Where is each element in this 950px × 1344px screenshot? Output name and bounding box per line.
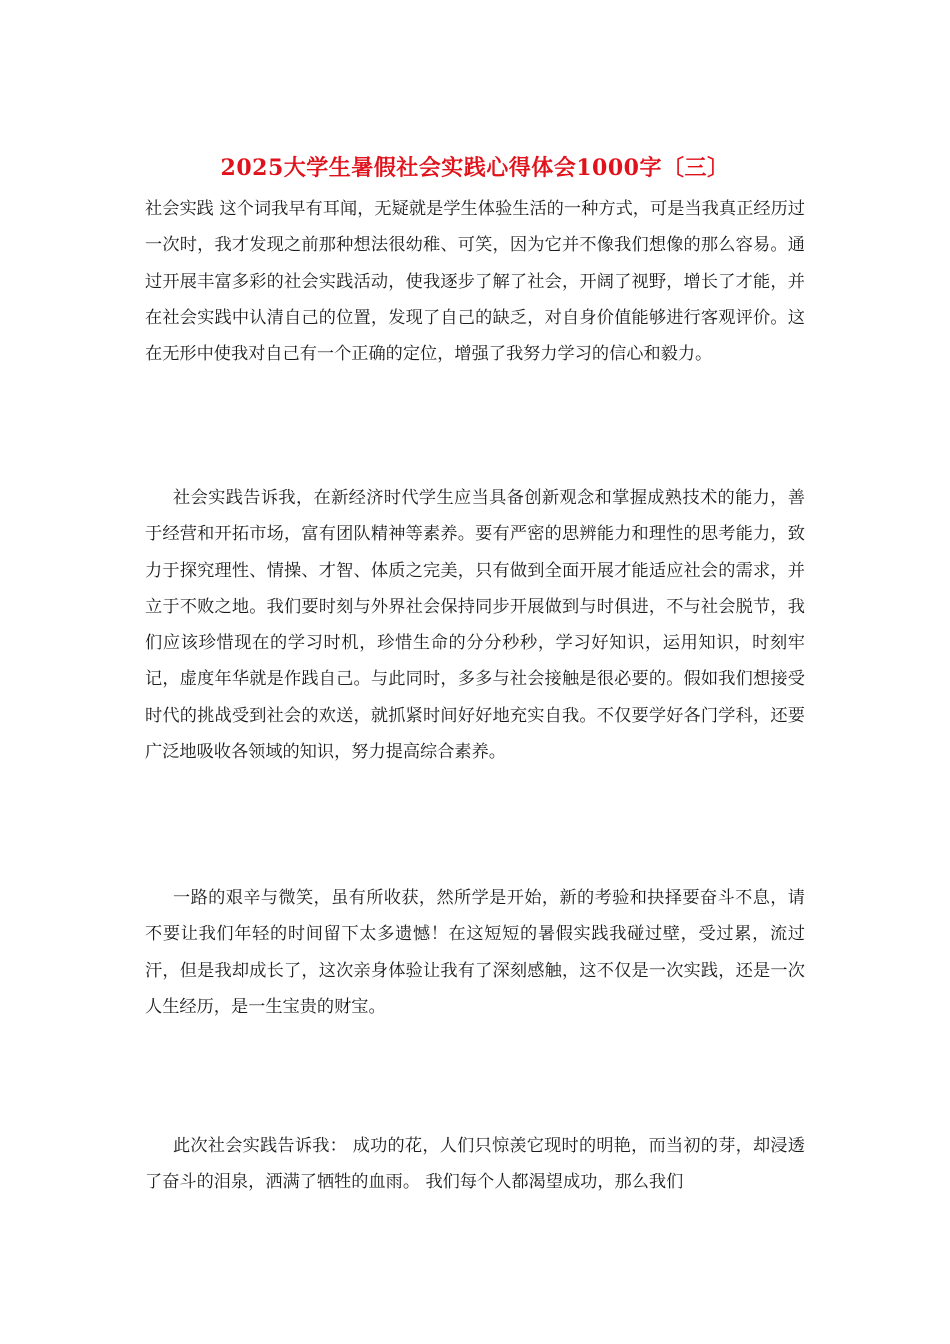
paragraph-2: 社会实践告诉我，在新经济时代学生应当具备创新观念和掌握成熟技术的能力，善于经营和开拓市场，富有团队精神等素养。要有严密的思辨能力和理性的思考能力，致力于探究理性、情操、才智、体质之完美，只有做到全面开展才能适应社会的需求，并立于不败之地。我们要时刻与外界社会保持同步开展做到与时俱进，不与社会脱节，我们应该珍惜现在的学习时机，珍惜生命的分分秒秒，学习好知识，运用知识，时刻牢记，虚度年华就是作践自己。与此同时，多多与社会接触是很必要的。假如我们想接受时代的挑战受到社会的欢送，就抓紧时间好好地充实自我。不仅要学好各门学科，还要广泛地吸收各领域的知识，努力提高综合素养。 (145, 488, 805, 763)
paragraph-3: 一路的艰辛与微笑，虽有所收获，然所学是开始，新的考验和抉择要奋斗不息，请不要让我们年轻的时间留下太多遗憾！在这短短的暑假实践我碰过壁，受过累，流过汗，但是我却成长了，这次亲身体验让我有了深刻感触，这不仅是一次实践，还是一次人生经历，是一生宝贵的财宝。 (145, 888, 805, 1017)
paragraph-1: 社会实践 这个词我早有耳闻，无疑就是学生体验生活的一种方式，可是当我真正经历过一次时，我才发现之前那种想法很幼稚、可笑，因为它并不像我们想像的那么容易。通过开展丰富多彩的社会实践活动，使我逐步了解了社会，开阔了视野，增长了才能，并在社会实践中认清自己的位置，发现了自己的缺乏，对自身价值能够进行客观评价。这在无形中使我对自己有一个正确的定位，增强了我努力学习的信心和毅力。 (145, 199, 805, 365)
paragraph-4: 此次社会实践告诉我： 成功的花，人们只惊羡它现时的明艳，而当初的芽，却浸透了奋斗的泪泉，洒满了牺牲的血雨。 我们每个人都渴望成功，那么我们 (145, 1136, 805, 1193)
document-title: 2025大学生暑假社会实践心得体会1000字〔三〕 (220, 155, 730, 181)
